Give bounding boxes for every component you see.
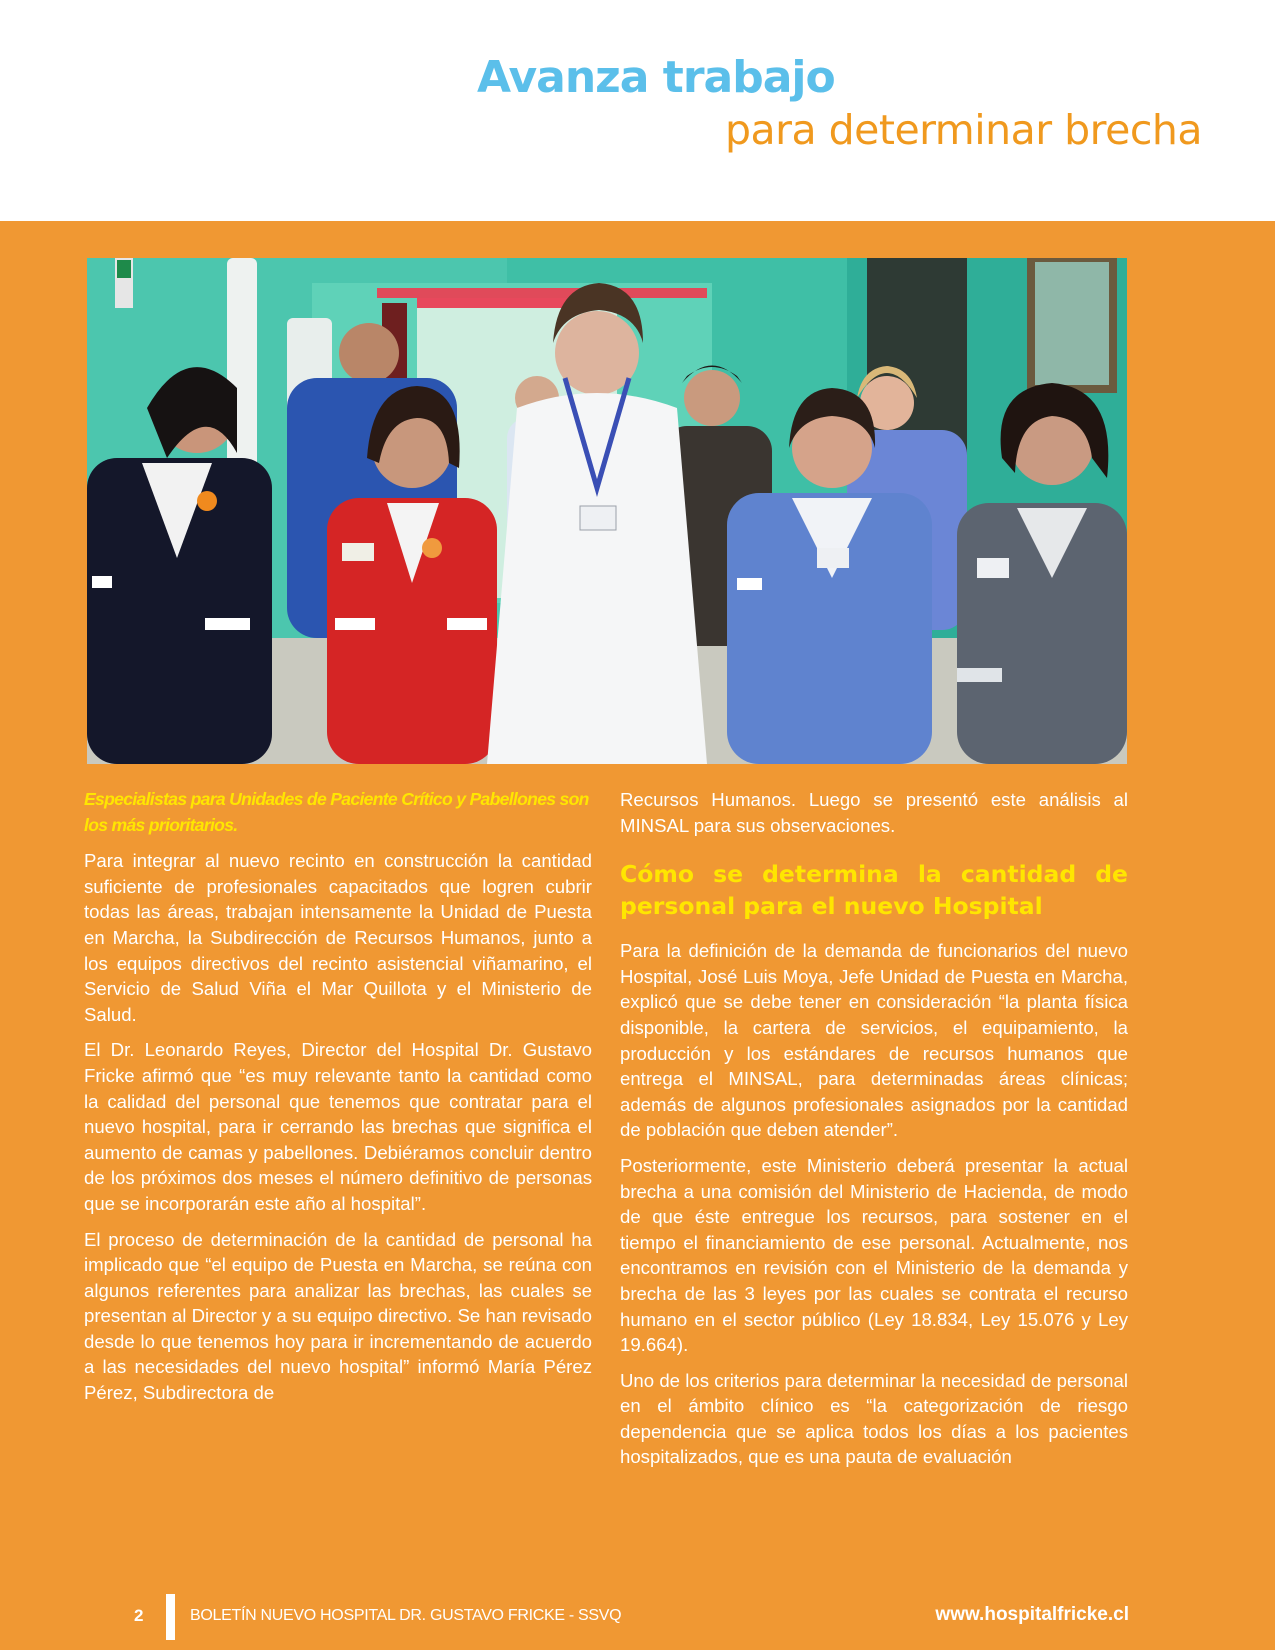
section-subheading: Cómo se determina la cantidad de personal para el nuevo Hospital [620, 860, 1128, 921]
footer-divider [166, 1594, 175, 1640]
website-link[interactable]: www.hospitalfricke.cl [935, 1604, 1129, 1625]
page-number: 2 [134, 1606, 144, 1625]
body-paragraph: Uno de los criterios para determinar la necesidad de personal en el ámbito clínico es “la categorización de riesgo dependencia que se aplica todos los días a los pacientes hospitalizados, que es una pauta de evaluación [620, 1369, 1128, 1468]
id-badge [580, 506, 616, 530]
publication-title: BOLETÍN NUEVO HOSPITAL DR. GUSTAVO FRICKE - SSVQ [190, 1607, 622, 1624]
left-column [84, 787, 592, 1416]
body-paragraph: Para integrar al nuevo recinto en construcción la cantidad suficiente de profesionales capacitados que logren cubrir todas las áreas, trabajan intensamente la Unidad de Puesta en Marcha, la Subdirección de Recursos Humanos, junto a los equipos directivos del recinto asistencial viñamarino, el Servicio de Salud Viña el Mar Quillota y el Ministerio de Salud. [84, 850, 592, 1025]
staff-photo [87, 258, 1127, 764]
page-subtitle: para determinar brecha [724, 106, 1202, 154]
id-badge [342, 543, 374, 561]
body-paragraph-continuation: Recursos Humanos. Luego se presentó este análisis al MINSAL para sus observaciones. [620, 789, 1128, 836]
uniform-logo [422, 538, 442, 558]
uniform-logo [197, 491, 217, 511]
right-column [620, 787, 1128, 1480]
photo-caption: Especialistas para Unidades de Paciente Crítico y Pabellones son los más prioritarios. [84, 789, 589, 835]
staff-photo-illustration [87, 258, 1127, 764]
body-paragraph: El Dr. Leonardo Reyes, Director del Hospital Dr. Gustavo Fricke afirmó que “es muy relevante tanto la cantidad como la calidad del personal que tenemos que contratar para el nuevo hospital, para ir cerrando las brechas que significa el aumento de camas y pabellones. Debiéramos concluir dentro de los próximos dos meses el número definitivo de personas que se incorporarán este año al hospital”. [84, 1039, 592, 1214]
id-badge [977, 558, 1009, 578]
page-header [0, 0, 1275, 221]
page-title: Avanza trabajo [477, 52, 835, 103]
body-paragraph: Para la definición de la demanda de funcionarios del nuevo Hospital, José Luis Moya, Jefe Unidad de Puesta en Marcha, explicó que se debe tener en consideración “la planta física disponible, la cartera de servicios, el equipamiento, la producción y los estándares de recursos humanos que entrega el MINSAL, para determinadas áreas clínicas; además de algunos profesionales asignados por la cantidad de población que deben atender”. [620, 940, 1128, 1141]
body-paragraph: El proceso de determinación de la cantidad de personal ha implicado que “el equipo de Puesta en Marcha, se reúna con algunos referentes para analizar las brechas, las cuales se presentan al Director y a su equipo directivo. Se han revisado desde lo que tenemos hoy para ir incrementando de acuerdo a las necesidades del nuevo hospital” informó María Pérez Pérez, Subdirectora de [84, 1228, 592, 1404]
body-paragraph: Posteriormente, este Ministerio deberá presentar la actual brecha a una comisión del Ministerio de Hacienda, de modo de que éste entregue los recursos, para sostener en el tiempo el financiamiento de ese personal. Actualmente, nos encontramos en revisión con el Ministerio de la demanda y brecha de las 3 leyes por las cuales se contrata el recurso humano en el sector público (Ley 18.834, Ley 15.076 y Ley 19.664). [620, 1154, 1128, 1356]
id-badge [817, 548, 849, 568]
